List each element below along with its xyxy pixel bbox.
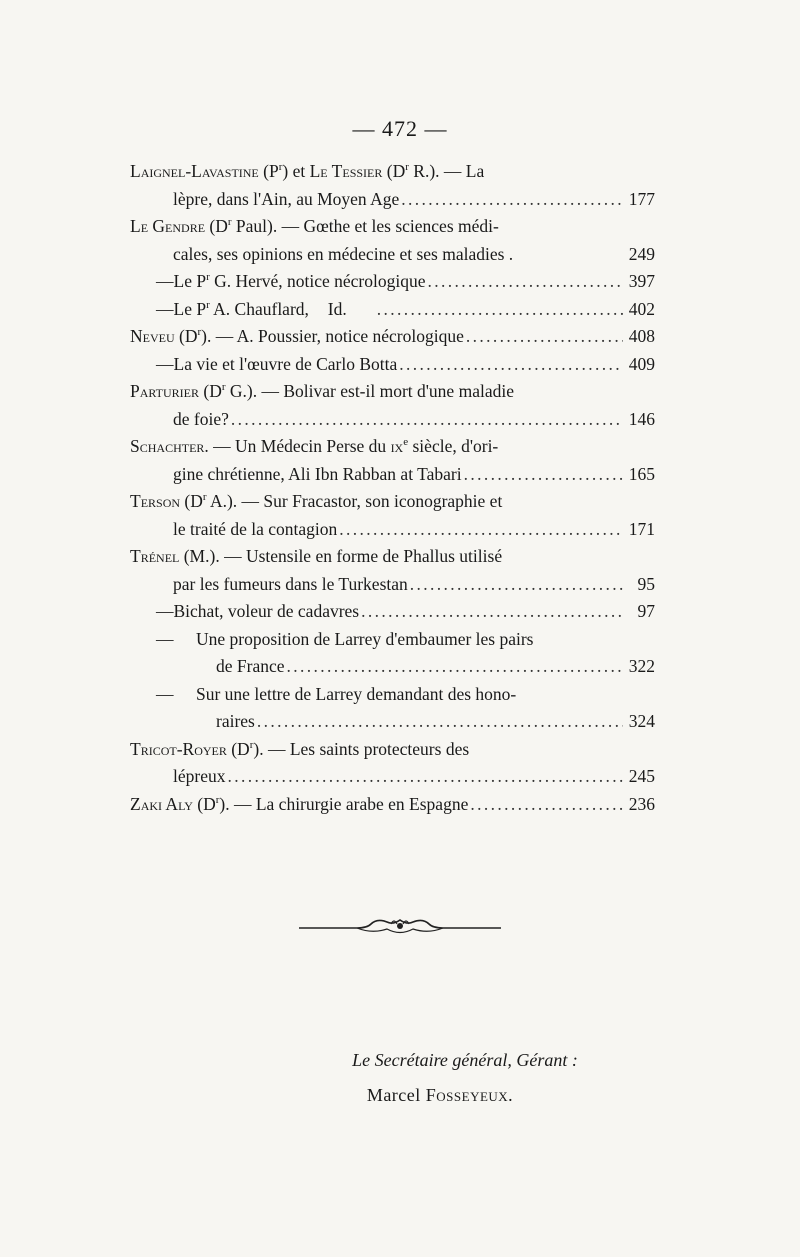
entry-line: Schachter. — Un Médecin Perse du $ix^e$ siècle, d'ori- <box>130 436 499 456</box>
entry-line: cales, ses opinions en médecine et ses maladies . 249 <box>130 241 655 269</box>
author-name: Neveu <box>130 326 175 346</box>
index-entry <box>130 323 655 351</box>
ornament-divider <box>297 910 503 940</box>
page-ref: 245 <box>628 766 655 786</box>
index-entry <box>130 296 655 324</box>
entry-line: — Le $P^r$ A. Chauflard, Id. . . . 402 <box>130 296 655 324</box>
entry-line: Laignel-Lavastine $(P^r)$ et Le Tessier ($D^r$ R.). — La <box>130 161 485 181</box>
index-entry <box>130 351 655 379</box>
index-entry <box>130 158 655 213</box>
signature-block <box>0 1050 800 1106</box>
entry-line: — La vie et l'œuvre de Carlo Botta . . . 409 <box>130 351 655 379</box>
page-number: — 472 — <box>352 116 448 141</box>
index-entry <box>130 488 655 543</box>
author-name: Parturier <box>130 381 200 401</box>
entry-line: Trénel (M.). — Ustensile en forme de Phallus utilisé <box>130 546 503 566</box>
author-name: Le Gendre <box>130 216 206 236</box>
page-ref: 324 <box>628 711 655 731</box>
author-name: Schachter <box>130 436 205 456</box>
idem-mark: Id. <box>327 298 347 319</box>
page-ref: 408 <box>628 326 655 346</box>
page-ref: 146 <box>628 408 655 429</box>
page-ref: 402 <box>628 298 655 319</box>
signature-name: Marcel Fosseyeux. <box>366 1085 514 1105</box>
entry-line: gine chrétienne, Ali Ibn Rabban at Tabari . . . 165 <box>130 461 655 489</box>
entry-line: lèpre, dans l'Ain, au Moyen Age . . . 177 <box>130 186 655 214</box>
entry-line: de France . . . 322 <box>130 653 655 681</box>
page-ref: 249 <box>628 243 655 264</box>
entry-line: — Sur une lettre de Larrey demandant des hono- <box>156 683 517 704</box>
entry-line: de foie? . . . 146 <box>130 406 655 434</box>
index-entry <box>130 268 655 296</box>
entry-line: Parturier ($D^r$ G.). — Bolivar est-il mort d'une maladie <box>130 381 514 401</box>
index-entry <box>130 433 655 488</box>
entry-line: lépreux . . . 245 <box>130 763 655 791</box>
entry-line: Le Gendre ($D^r$ Paul). — Gœthe et les sciences médi- <box>130 216 499 236</box>
entry-line: Tricot-Royer $(D^r)$. — Les saints protecteurs des <box>130 738 470 759</box>
page-ref: 171 <box>628 518 655 539</box>
author-name: Laignel-Lavastine <box>130 161 259 181</box>
page-ref: 177 <box>628 188 655 209</box>
page-ref: 95 <box>637 573 655 594</box>
entry-line: — Une proposition de Larrey d'embaumer les pairs <box>156 628 534 649</box>
index-entry <box>130 791 655 819</box>
index-entry <box>130 378 655 433</box>
signature-role: Le Secrétaire général, Gérant : <box>352 1050 578 1070</box>
page-ref: 236 <box>628 793 655 814</box>
entry-line: — Le $P^r$ G. Hervé, notice nécrologique . . . 397 <box>130 268 655 296</box>
page-ref: 397 <box>628 271 655 291</box>
index-entry <box>130 598 655 626</box>
index-entry <box>130 543 655 598</box>
index-entry <box>130 736 655 791</box>
page-ref: 165 <box>628 463 655 484</box>
page-ref: 322 <box>628 656 655 676</box>
author-name: Terson <box>130 491 181 511</box>
entry-line: raires . . . 324 <box>130 708 655 736</box>
entry-line: — Bichat, voleur de cadavres . . . 97 <box>130 598 655 626</box>
entry-line: le traité de la contagion . . . 171 <box>130 516 655 544</box>
index-entry <box>130 213 655 268</box>
index-entry <box>130 626 655 681</box>
entry-line: Neveu $(D^r)$. — A. Poussier, notice nécrologique . . . 408 <box>130 323 655 351</box>
entry-line: Zaki Aly $(D^r)$. — La chirurgie arabe en Espagne . . . 236 <box>130 791 655 819</box>
page-ref: 409 <box>628 353 655 374</box>
author-index <box>130 158 655 818</box>
entry-line: Terson ($D^r$ A.). — Sur Fracastor, son iconographie et <box>130 491 503 511</box>
author-name: Trénel <box>130 546 180 566</box>
coauthor-name: Le Tessier <box>309 161 383 181</box>
author-name: Zaki Aly <box>130 793 193 814</box>
author-name: Tricot-Royer <box>130 738 227 759</box>
index-entry <box>130 681 655 736</box>
entry-line: par les fumeurs dans le Turkestan . . . 95 <box>130 571 655 599</box>
page-ref: 97 <box>637 601 655 621</box>
